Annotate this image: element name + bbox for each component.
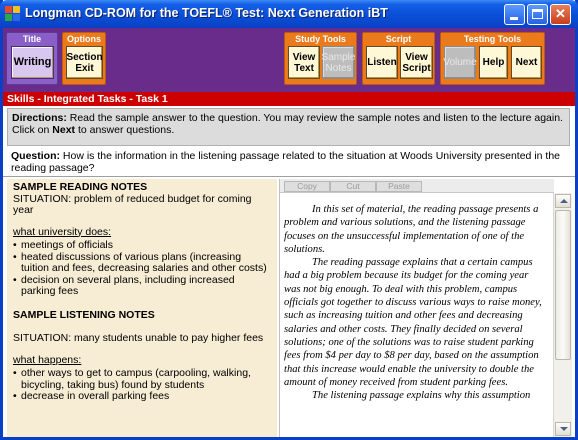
listen-button[interactable] <box>366 46 398 79</box>
next-label: Next <box>515 57 538 68</box>
maximize-button[interactable] <box>527 4 548 25</box>
listening-notes-list <box>13 368 271 403</box>
copy-button[interactable]: Copy <box>284 181 330 192</box>
section-exit-line2: Exit <box>75 62 94 74</box>
minimize-button[interactable] <box>504 4 525 25</box>
view-script-button[interactable] <box>400 46 433 79</box>
reading-notes-heading: SAMPLE READING NOTES <box>13 181 148 193</box>
essay-paragraph: The listening passage explains why this assumption <box>312 390 531 402</box>
section-exit-line1: Section <box>66 51 103 63</box>
study-tools-group-label: Study Tools <box>295 34 346 44</box>
scroll-down-icon <box>560 427 568 431</box>
list-item: • meetings of officials <box>13 240 271 252</box>
help-label: Help <box>482 57 505 68</box>
reading-subheading: what university does: <box>13 225 112 238</box>
app-icon <box>5 6 21 22</box>
maximize-icon <box>532 9 543 19</box>
title-bar[interactable] <box>0 0 578 28</box>
listen-label: Listen <box>367 57 397 68</box>
list-item: • decrease in overall parking fees <box>13 391 271 403</box>
minimize-icon <box>510 17 518 20</box>
divider <box>3 176 575 177</box>
question-body: How is the information in the listening passage related to the situation at Woods University presented in the reading passage? <box>11 150 561 174</box>
directions-label: Directions: <box>12 112 67 124</box>
writing-button-label: Writing <box>13 56 52 68</box>
scroll-up-icon <box>560 199 568 203</box>
sample-notes-line1: Sample <box>321 51 356 63</box>
writing-button[interactable] <box>11 46 54 79</box>
study-tools-group <box>284 32 357 85</box>
title-group <box>6 32 58 85</box>
view-text-button[interactable] <box>288 46 320 79</box>
paste-button[interactable]: Paste <box>376 181 422 192</box>
editor-scrollbar[interactable] <box>553 193 572 437</box>
list-item: • decision on several plans, including increased parking fees <box>13 275 271 298</box>
directions-box <box>7 108 570 146</box>
section-exit-button[interactable] <box>66 46 103 79</box>
close-button[interactable] <box>550 4 571 25</box>
view-text-line2: Text <box>294 62 314 74</box>
title-group-label: Title <box>22 34 42 44</box>
close-icon: ✕ <box>555 6 566 21</box>
question-text <box>7 150 570 174</box>
sample-notes-line2: Notes <box>325 62 352 74</box>
listening-situation: SITUATION: many students unable to pay higher fees <box>13 332 264 344</box>
testing-tools-group <box>440 32 545 85</box>
scroll-down-button[interactable] <box>555 422 571 436</box>
view-script-line1: View <box>405 51 428 63</box>
volume-label: Volume <box>443 57 477 68</box>
list-item: • heated discussions of various plans (increasing tuition and fees, decreasing salaries and other costs) <box>13 252 271 275</box>
directions-next-word: Next <box>52 124 76 136</box>
listening-subheading: what happens: <box>13 353 82 366</box>
options-group-label: Options <box>67 34 101 44</box>
essay-paragraph: The reading passage explains that a certain campus had a big problem because its budget for the coming year was not big enough. To deal with this problem, campus officials got together to discuss various ways to raise money, such as increasing tuition and other fees and decreasing salaries and other costs. They finally decided on several solutions; one of the solutions was to raise student parking fees from $4 per day to $8 per day, based on the assumption that this increase would enable the university to double the amount of money received from student parking fees. <box>284 257 542 388</box>
sample-answer-text[interactable] <box>284 203 546 402</box>
view-text-line1: View <box>292 51 316 63</box>
help-button[interactable] <box>479 46 508 79</box>
question-label: Question: <box>11 150 60 162</box>
window-title: Longman CD-ROM for the TOEFL® Test: Next Generation iBT <box>25 6 388 20</box>
section-title-bar: Skills - Integrated Tasks - Task 1 <box>3 92 575 106</box>
script-group <box>362 32 435 85</box>
next-button[interactable] <box>511 46 542 79</box>
options-group <box>62 32 106 85</box>
cut-button[interactable]: Cut <box>330 181 376 192</box>
essay-paragraph: In this set of material, the reading passage presents a problem and various solutions, and the listening passage focuses on the unsuccessful implementation of one of the solutions. <box>284 204 539 255</box>
answer-editor[interactable] <box>279 179 553 437</box>
section-exit-label <box>66 52 102 74</box>
scroll-up-button[interactable] <box>555 194 571 208</box>
directions-text-2: to answer questions. <box>75 124 175 136</box>
main-toolbar <box>3 28 575 92</box>
sample-notes-panel <box>7 179 277 437</box>
reading-notes-list <box>13 240 271 298</box>
view-script-line2: Script <box>402 62 431 74</box>
list-item: • other ways to get to campus (carpooling, walking, bicycling, taking bus) found by students <box>13 368 271 391</box>
reading-situation: SITUATION: problem of reduced budget for coming year <box>13 192 252 216</box>
sample-notes-button[interactable] <box>322 46 355 79</box>
volume-button[interactable] <box>444 46 476 79</box>
listening-notes-heading: SAMPLE LISTENING NOTES <box>13 308 155 321</box>
testing-tools-group-label: Testing Tools <box>463 34 522 44</box>
script-group-label: Script <box>385 34 412 44</box>
directions-text-1: Read the sample answer to the question. You may review the sample notes and listen to the lecture again. Click on <box>12 112 563 136</box>
edit-toolbar <box>280 179 554 193</box>
scroll-thumb[interactable] <box>555 210 571 360</box>
